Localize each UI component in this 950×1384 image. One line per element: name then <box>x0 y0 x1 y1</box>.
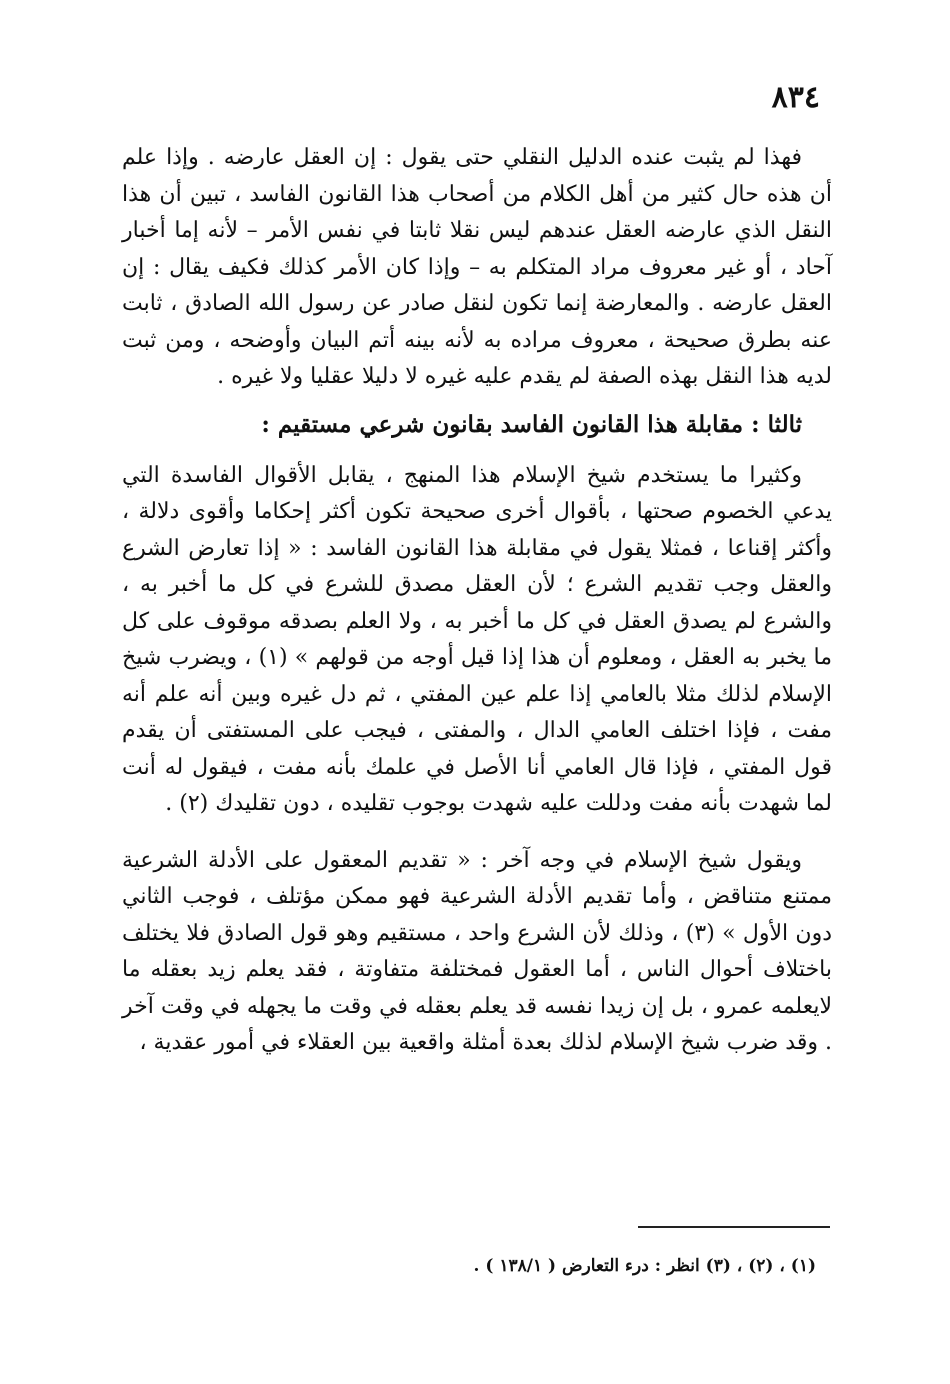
page-number: ٨٣٤ <box>771 80 820 115</box>
paragraph-gap <box>122 823 832 843</box>
paragraph-2: وكثيرا ما يستخدم شيخ الإسلام هذا المنهج ، يقابل الأقوال الفاسدة التي يدعي الخصوم صحتها ، بأقوال أخرى صحيحة تكون أكثر إحكاما وأقوى دلالة ، وأكثر إقناعا ، فمثلا يقول في مقابلة هذا القانون الفاسد : « إذا تعارض الشرع والعقل وجب تقديم الشرع ؛ لأن العقل مصدق للشرع في كل ما أخبر به ، والشرع لم يصدق العقل في كل ما أخبر به ، ولا العلم بصدقه موقوف على كل ما يخبر به العقل ، ومعلوم أن هذا إذا قيل أوجه من قولهم » (١) ، ويضرب شيخ الإسلام لذلك مثلا بالعامي إذا علم عين المفتي ، ثم دل غيره وبين أنه علم أنه مفت ، فإذا اختلف العامي الدال ، والمفتى ، فيجب على المستفتى أن يقدم قول المفتي ، فإذا قال العامي أنا الأصل في علمك بأنه مفت ، فيقول له أنت لما شهدت بأنه مفت ودللت عليه شهدت بوجوب تقليده ، دون تقليدك (٢) . <box>122 462 832 816</box>
paragraph-1: فهذا لم يثبت عنده الدليل النقلي حتى يقول : إن العقل عارضه . وإذا علم أن هذه حال كثير من أهل الكلام من أصحاب هذا القانون الفاسد ، تبين أن هذا النقل الذي عارضه العقل عندهم ليس نقلا ثابتا في نفس الأمر – لأنه إما أخبار آحاد ، أو غير معروف مراد المتكلم به – وإذا كان الأمر كذلك فكيف يقال : إن العقل عارضه . والمعارضة إنما تكون لنقل صادر عن رسول الله الصادق ، ثابت عنه بطرق صحيحة ، معروف مراده به لأنه بينه أتم البيان وأوضحه ، ومن ثبت لديه هذا النقل بهذه الصفة لم يقدم عليه غيره لا دليلا عقليا ولا غيره . <box>122 145 832 389</box>
footnote: (١) ، (٢) ، (٣) انظر : درء التعارض ( ١٣٨/١ ) . <box>473 1256 816 1276</box>
section-heading: ثالثا : مقابلة هذا القانون الفاسد بقانون شرعي مستقيم : <box>261 410 802 438</box>
footnote-separator <box>638 1226 830 1228</box>
body-text <box>122 140 832 1062</box>
paragraph-3: ويقول شيخ الإسلام في وجه آخر : « تقديم المعقول على الأدلة الشرعية ممتنع متناقض ، وأما تقديم الأدلة الشرعية فهو ممكن مؤتلف ، فوجب الثاني دون الأول » (٣) ، وذلك لأن الشرع واحد ، مستقيم وهو قول الصادق فلا يختلف باختلاف أحوال الناس ، أما العقول فمختلفة متفاوتة ، فقد يعلم زيد بعقله ما لايعلمه عمرو ، بل إن زيدا نفسه قد يعلم بعقله في وقت ما يجهله في وقت آخر . وقد ضرب شيخ الإسلام لذلك بعدة أمثلة واقعية بين العقلاء في أمور عقدية ، <box>122 847 833 1055</box>
